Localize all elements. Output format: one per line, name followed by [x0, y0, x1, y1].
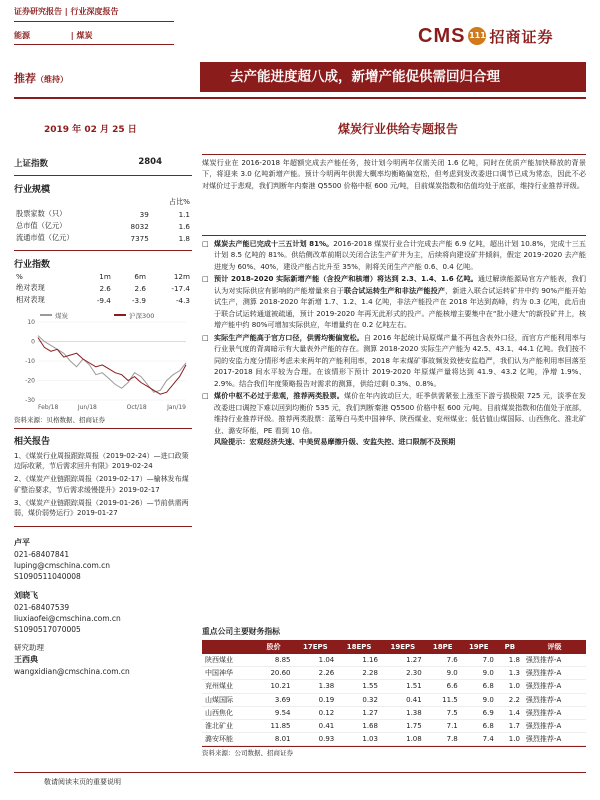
footer-note: 敬请阅读末页的重要说明: [44, 778, 121, 786]
bullet-heading: 预计 2018-2020 实际新增产能（含投产和核增）将达到 2.3、1.4、1.6 亿吨。: [214, 274, 478, 284]
scale-col-header: 占比%: [168, 197, 190, 206]
fin-cell: 1.3: [497, 667, 523, 680]
fin-cell: 7.8: [425, 733, 461, 746]
assistant-email[interactable]: wangxidian@cmschina.com.cn: [14, 666, 130, 676]
fin-cell: 强烈推荐-A: [523, 706, 586, 719]
left-column: [14, 157, 192, 677]
report-type-2: 行业深度报告: [70, 7, 119, 16]
perf-header: 1m: [99, 271, 111, 281]
scale-name: 股票家数（只）: [16, 209, 67, 218]
summary-paragraph: 煤炭行业在 2016-2018 年超额完成去产能任务，按计划今明两年仅需关闭 1.6 亿吨，同时在优质产能加快释放的背景下，将迎来 3.0 亿吨新增产能。预计今明两年供需大概率均衡略偏宽松，但考虑到发改委进口调节已成为常态，因此不必对煤价过于悲观，我们判断年内秦港 Q5500 价格中枢 600 元/吨，目前煤炭指数和估值均处于底部，维持行业推荐评级。: [202, 158, 586, 190]
logo-name: 招商证券: [489, 27, 554, 46]
industry-scale-table: [14, 196, 192, 244]
x-tick-label: Jan/19: [167, 404, 186, 411]
fin-cell: 2.28: [337, 667, 381, 680]
x-tick-label: Jun/18: [77, 404, 97, 411]
table-row: [202, 733, 586, 746]
fin-cell: 强烈推荐-A: [523, 733, 586, 746]
fin-cell: 9.54: [254, 706, 294, 719]
fin-cell: 1.75: [381, 719, 425, 732]
fin-cell: 6.8: [461, 719, 497, 732]
fin-header-row: [202, 640, 586, 654]
related-list: [14, 451, 192, 518]
scale-name: 流通市值（亿元）: [16, 233, 74, 242]
company-name: 兖州煤业: [202, 680, 254, 693]
fin-cell: 强烈推荐-A: [523, 654, 586, 667]
fin-cell: 1.16: [337, 654, 381, 667]
fin-cell: 7.4: [461, 733, 497, 746]
fin-cell: 2.2: [497, 693, 523, 706]
logo-cms: CMS: [418, 24, 466, 47]
chart-source: 资料来源：贝格数据、招商证券: [14, 416, 105, 424]
table-row: [202, 719, 586, 732]
fin-cell: 2.30: [381, 667, 425, 680]
logo: [418, 24, 553, 48]
fin-header: PB: [497, 640, 523, 654]
series-line-0: [38, 336, 186, 393]
fin-cell: 11.85: [254, 719, 294, 732]
headline: 去产能进度超八成，新增产能促供需回归合理: [230, 69, 500, 85]
assistant-name: 王西典: [14, 654, 38, 664]
company-name: 陕西煤业: [202, 654, 254, 667]
related-report-link[interactable]: 2、《煤炭产业链跟踪周报（2019-02-17）—榆林发布煤矿整治要求，节后需求缓慢提升》2019-02-17: [14, 475, 189, 494]
logo-badge: 111: [468, 27, 486, 45]
fin-cell: 1.27: [337, 706, 381, 719]
scale-pct: 1.1: [178, 209, 190, 219]
perf-header: %: [16, 271, 23, 281]
company-name: 山煤国际: [202, 693, 254, 706]
scale-value: 39: [139, 209, 149, 219]
checkbox-icon: □: [202, 391, 209, 401]
fin-cell: 7.1: [425, 719, 461, 732]
perf-value: 2.6: [134, 283, 146, 293]
rating-sub: （维持）: [36, 75, 68, 84]
fin-cell: 1.68: [337, 719, 381, 732]
fin-header: 18EPS: [337, 640, 381, 654]
fin-header: 评级: [523, 640, 586, 654]
fin-cell: 强烈推荐-A: [523, 719, 586, 732]
perf-name: 相对表现: [16, 295, 45, 304]
fin-cell: 10.21: [254, 680, 294, 693]
index-label: 上证指数: [14, 159, 49, 169]
y-tick-label: -30: [25, 397, 35, 404]
industry-scale-title: 行业规模: [14, 185, 51, 195]
fin-header-blank: [202, 640, 254, 654]
checkbox-icon: □: [202, 332, 209, 342]
bullet-text: 自 2016 年起统计局原煤产量不再包含表外口径，而官方产能利用率与行业景气度的背离暗示有大量表外产能的存在。测算 2018-2020 实际生产产能为 42.5、43.1、44.1 亿吨。我们按不同的安监力度分情形考虑未来两年的产能利用率，2018 年末煤矿事故频发致使安监趋严，我们认为产能利用率回落至 2017-2018 间水平较为合理。在该情形下预计 2019-2020 年原煤产量将达到 41.9、43.2 亿吨，净增 1.9%、2.9%。结合我们年度策略报告对需求的测算，供给过剩 0.3%、0.8%。: [214, 332, 587, 388]
fin-cell: 9.0: [425, 667, 461, 680]
fin-cell: 0.32: [337, 693, 381, 706]
fin-header: 19PE: [461, 640, 497, 654]
fin-cell: 11.5: [425, 693, 461, 706]
x-tick-label: Feb/18: [38, 404, 59, 411]
fin-cell: 20.60: [254, 667, 294, 680]
scale-pct: 1.8: [178, 233, 190, 243]
fin-cell: 7.6: [425, 654, 461, 667]
list-item: [202, 273, 586, 330]
scale-value: 8032: [130, 221, 149, 231]
perf-name: 绝对表现: [16, 283, 45, 292]
legend-label-hs300: 沪深300: [129, 312, 155, 320]
rating-label: 推荐: [14, 72, 36, 85]
table-row: [14, 294, 192, 306]
fin-cell: 1.4: [497, 706, 523, 719]
company-name: 潞安环能: [202, 733, 254, 746]
fin-cell: 0.12: [294, 706, 338, 719]
fin-header: 股价: [254, 640, 294, 654]
fin-cell: 8.01: [254, 733, 294, 746]
perf-value: 2.6: [99, 283, 111, 293]
sector: 能源 | 煤炭: [14, 31, 93, 40]
perf-value: -17.4: [171, 283, 190, 293]
checkbox-icon: □: [202, 274, 209, 284]
risk-warning: 风险提示：宏观经济失速、中美贸易摩擦升级、安监失控、进口限制不及预期: [214, 437, 456, 447]
related-report-link[interactable]: 1、《煤炭行业周报跟踪周报（2019-02-24）—进口政策边际收紧，节后需求回升有限》2019-02-24: [14, 452, 189, 471]
fin-cell: 1.38: [381, 706, 425, 719]
table-row: [14, 220, 192, 232]
bullet-text: 2016-2018 煤炭行业合计完成去产能 6.9 亿吨，超出计划 10.8%，完成十三五计划 8.5 亿吨的 81%。供给侧改革前期以关闭合法生产矿井为主，后续将向建设矿井倾斜，假定 2019-2020 去产能进度为 60%、40%，建设产能占比升至 35%，则将关闭生产产能 0.6、0.4 亿吨。: [214, 239, 586, 271]
checkbox-icon: □: [202, 239, 209, 248]
legend-label-coal: 煤炭: [55, 312, 68, 320]
fin-cell: 强烈推荐-A: [523, 667, 586, 680]
fin-cell: 3.69: [254, 693, 294, 706]
table-row: [202, 706, 586, 719]
analyst-name: 刘晓飞: [14, 590, 38, 600]
fin-cell: 强烈推荐-A: [523, 693, 586, 706]
fin-cell: 1.7: [497, 719, 523, 732]
perf-value: -4.3: [175, 295, 190, 305]
perf-header: 12m: [173, 271, 190, 281]
index-row: [14, 157, 192, 169]
table-row: [14, 282, 192, 294]
perf-value: -3.9: [131, 295, 146, 305]
y-tick-label: 10: [27, 319, 35, 326]
company-name: 淮北矿业: [202, 719, 254, 732]
report-date: 2019 年 02 月 25 日: [44, 125, 137, 135]
fin-cell: 1.51: [381, 680, 425, 693]
x-tick-label: Oct/18: [126, 404, 147, 411]
fin-cell: 1.27: [381, 654, 425, 667]
sector-1: 能源: [14, 31, 30, 40]
company-name: 中国神华: [202, 667, 254, 680]
bullet-text: 通过解读能源局官方产能表，我们认为对实际供应有影响的产能增量来自于: [214, 274, 586, 295]
fin-cell: 1.8: [497, 654, 523, 667]
scale-name: 总市值（亿元）: [16, 221, 67, 230]
analyst-cert: S1090511040008: [14, 572, 81, 582]
fin-source: 资料来源：公司数据、招商证券: [202, 749, 293, 758]
fin-cell: 6.6: [425, 680, 461, 693]
bullet-heading-2: 联合试运转生产和非法产能投产: [343, 285, 446, 295]
perf-value: -9.4: [96, 295, 111, 305]
fin-cell: 7.5: [425, 706, 461, 719]
analyst-name: 卢平: [14, 537, 30, 547]
analyst-email[interactable]: liuxiaofei@cmschina.com.cn: [14, 613, 121, 623]
report-type: 证券研究报告 | 行业深度报告: [14, 7, 119, 16]
bullet-heading: 煤价中枢不必过于悲观，推荐两类股票。: [214, 391, 344, 401]
fin-cell: 1.0: [497, 680, 523, 693]
fin-cell: 1.55: [337, 680, 381, 693]
related-report-link[interactable]: 3、《煤炭产业链跟踪周报（2019-01-26）—节前供需两弱，煤价弱势运行》2019-01-27: [14, 498, 189, 517]
table-row: [202, 667, 586, 680]
performance-chart: [14, 308, 192, 412]
fin-cell: 9.0: [461, 693, 497, 706]
scale-value: 7375: [130, 233, 149, 243]
fin-cell: 9.0: [461, 667, 497, 680]
performance-title: 行业指数: [14, 260, 51, 270]
analyst-phone: 021-68407539: [14, 602, 70, 612]
report-subtitle: 煤炭行业供给专题报告: [338, 122, 459, 136]
y-tick-label: -20: [25, 377, 35, 385]
fin-cell: 6.9: [461, 706, 497, 719]
report-type-1: 证券研究报告: [14, 7, 62, 16]
list-item: [202, 238, 586, 272]
fin-cell: 2.26: [294, 667, 338, 680]
performance-table: [14, 270, 192, 306]
fin-cell: 强烈推荐-A: [523, 680, 586, 693]
list-item: [202, 332, 586, 389]
fin-cell: 0.19: [294, 693, 338, 706]
fin-header: 19EPS: [381, 640, 425, 654]
bullet-heading: 煤炭去产能已完成十三五计划 81%。: [214, 239, 334, 248]
fin-cell: 7.0: [461, 654, 497, 667]
index-value: 2804: [138, 157, 162, 167]
bullet-heading: 实际生产产能高于官方口径，供需均衡偏宽松。: [214, 332, 364, 342]
related-title: 相关报告: [14, 437, 51, 448]
bullet-text: 煤价在年内波动巨大，旺季供需紧张上涨至下游亏损极限 725 元，淡季在发改委进口调控下难以回到均衡价 535 元，我们判断秦港 Q5500 价格中枢 600 元/吨。目前煤炭指数和估值处于底部，维持行业推荐评级。推荐两类股票：蓝筹白马类中国神华、陕西煤业、兖州煤业；低估值山煤国际、山西焦化、淮北矿业、潞安环能，PE 看到 10 倍。: [214, 391, 586, 435]
fin-title: 重点公司主要财务指标: [202, 627, 280, 636]
perf-header: 6m: [134, 271, 146, 281]
fin-cell: 1.38: [294, 680, 338, 693]
bullet-list: [202, 238, 586, 448]
sector-2: 煤炭: [76, 31, 93, 40]
financial-section: [202, 626, 586, 757]
fin-header: 18PE: [425, 640, 461, 654]
analyst-cert: S1090517070005: [14, 625, 81, 635]
scale-pct: 1.6: [178, 221, 190, 231]
fin-header: 17EPS: [294, 640, 338, 654]
company-name: 山西焦化: [202, 706, 254, 719]
table-row: [202, 654, 586, 667]
bullet-text-2: ，新进入联合试运转矿井中约 90%产能开始试生产，测算 2018-2020 年新增 1.7、1.2、1.4 亿吨，非法产能投产在 2018 年达到高峰，约为 0.3 亿吨，此后由于联合试运转通道被疏通，预计 2019-2020 年再无此形式的投产。产能核增主要集中在“批小建大”的新投矿井上，核增产能中约 80%可增加实际供应，年增量约在 0.2 亿吨左右。: [214, 285, 587, 330]
assistant-title: 研究助理: [14, 643, 44, 653]
analyst-phone: 021-68407841: [14, 549, 70, 559]
fin-cell: 1.04: [294, 654, 338, 667]
rating: [14, 70, 68, 86]
fin-cell: 8.85: [254, 654, 294, 667]
fin-cell: 1.0: [497, 733, 523, 746]
y-tick-label: 0: [31, 338, 35, 346]
fin-cell: 0.41: [294, 719, 338, 732]
headline-band: [200, 62, 586, 92]
fin-cell: 1.03: [337, 733, 381, 746]
y-tick-label: -10: [25, 358, 35, 365]
table-row: [14, 208, 192, 220]
fin-cell: 1.08: [381, 733, 425, 746]
fin-cell: 0.93: [294, 733, 338, 746]
chart-legend: [40, 311, 154, 320]
table-row: [202, 693, 586, 706]
analyst-block: [14, 537, 192, 677]
fin-cell: 0.41: [381, 693, 425, 706]
financial-table: [202, 640, 586, 746]
list-item: [202, 390, 586, 436]
table-row: [14, 232, 192, 244]
table-row: [202, 680, 586, 693]
analyst-email[interactable]: luping@cmschina.com.cn: [14, 561, 111, 571]
fin-cell: 6.8: [461, 680, 497, 693]
